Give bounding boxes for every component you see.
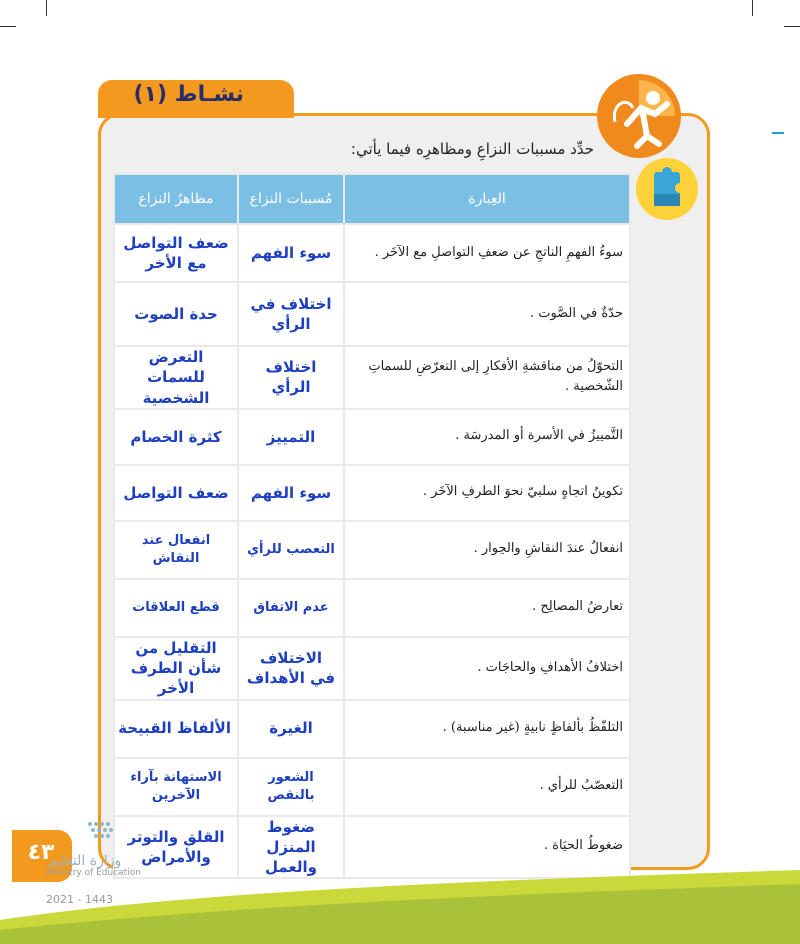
sign-cell: التقليل من شأن الطرف الأخر xyxy=(114,637,238,700)
activity-instruction: حدِّد مسببات النزاعِ ومظاهرِه فيما يأتي: xyxy=(350,140,594,158)
table-row xyxy=(114,758,630,816)
table-row xyxy=(114,346,630,409)
table-row xyxy=(114,282,630,346)
crop-mark xyxy=(752,0,753,16)
cause-cell: اختلاف الرأي xyxy=(238,346,344,409)
cause-cell: سوء الفهم xyxy=(238,465,344,521)
sign-cell: الاستهانة بآراء الآخرين xyxy=(114,758,238,816)
activity-title: نشـاط (١) xyxy=(133,82,244,107)
activity-tab xyxy=(98,80,294,118)
statement-cell: تكوينُ اتجاهٍ سلبيّ نحوَ الطرفِ الآخَر . xyxy=(344,465,630,521)
ministry-logo-icon xyxy=(86,820,126,848)
table-row xyxy=(114,816,630,879)
puzzle-icon xyxy=(636,158,698,220)
sign-cell: ضعف التواصل xyxy=(114,465,238,521)
table-row xyxy=(114,637,630,700)
side-dash xyxy=(772,132,784,134)
statement-cell: اختلافُ الأهدافِ والحاجَات . xyxy=(344,637,630,700)
statement-cell: سوءُ الفهمِ الناتجِ عن ضعفِ التواصلِ مع الآخَر . xyxy=(344,224,630,282)
statement-cell: ضغوطُ الحيَاة . xyxy=(344,816,630,879)
cause-cell: التعصب للرأي xyxy=(238,521,344,579)
page-number: ٤٣ xyxy=(27,840,55,865)
sign-cell: التعرض للسمات الشخصية xyxy=(114,346,238,409)
cause-cell: الشعور بالنقص xyxy=(238,758,344,816)
header-signs: مظاهرُ النزاع xyxy=(114,174,238,224)
cause-cell: التمييز xyxy=(238,409,344,465)
sign-cell: انفعال عند النقاش xyxy=(114,521,238,579)
cause-cell: ضغوط المنزل والعمل xyxy=(238,816,344,879)
sign-cell: حدة الصوت xyxy=(114,282,238,346)
table-row xyxy=(114,521,630,579)
cause-cell: عدم الاتفاق xyxy=(238,579,344,637)
statement-cell: تعارضُ المصالِح . xyxy=(344,579,630,637)
sign-cell: قطع العلاقات xyxy=(114,579,238,637)
sign-cell: القلق والتوتر والأمراض xyxy=(114,816,238,879)
cause-cell: سوء الفهم xyxy=(238,224,344,282)
table-row xyxy=(114,579,630,637)
table-row xyxy=(114,700,630,758)
header-statement: العِبارة xyxy=(344,174,630,224)
statement-cell: التحوّلُ من مناقشةِ الأفكارِ إلى التعرّضِ للسماتِ الشّخصية . xyxy=(344,346,630,409)
table-row xyxy=(114,465,630,521)
cause-cell: الغيرة xyxy=(238,700,344,758)
ministry-name-en: Ministry of Education xyxy=(46,868,141,878)
sign-cell: كثرة الخصام xyxy=(114,409,238,465)
statement-cell: التَّمييزُ في الأسرة أو المدرسَة . xyxy=(344,409,630,465)
cause-cell: اختلاف في الرأي xyxy=(238,282,344,346)
statement-cell: حدّةٌ في الصَّوت . xyxy=(344,282,630,346)
crop-mark xyxy=(0,26,16,27)
conflict-table xyxy=(113,173,631,879)
statement-cell: التلفّظُ بألفاظٍ نابيةٍ (غير مناسبة) . xyxy=(344,700,630,758)
sign-cell: الألفاظ القبيحة xyxy=(114,700,238,758)
sign-cell: ضعف التواصل مع الأخر xyxy=(114,224,238,282)
statement-cell: انفعالٌ عندَ النقاشِ والحِوار . xyxy=(344,521,630,579)
cause-cell: الاختلاف في الأهداف xyxy=(238,637,344,700)
table-row xyxy=(114,409,630,465)
footer-wave xyxy=(0,870,800,944)
table-header-row xyxy=(114,174,630,224)
header-causes: مُسببات النزاع xyxy=(238,174,344,224)
ministry-name-ar: وزارة التعليم xyxy=(48,853,122,869)
table-row xyxy=(114,224,630,282)
statement-cell: التعصّبُ للرأي . xyxy=(344,758,630,816)
crop-mark xyxy=(784,26,800,27)
edition-year: 2021 - 1443 xyxy=(46,893,113,906)
crop-mark xyxy=(46,0,47,16)
activity-person-icon xyxy=(597,74,681,158)
